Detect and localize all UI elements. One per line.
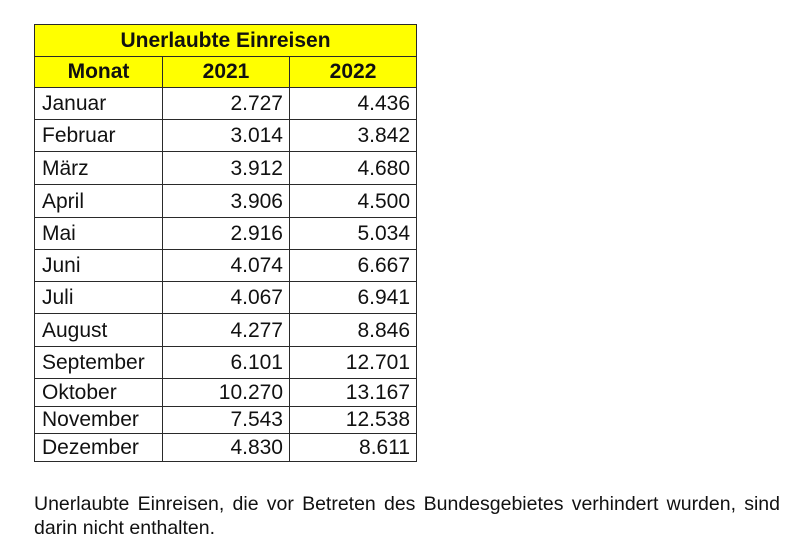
value-2022-cell: 4.680 <box>290 152 417 185</box>
value-2021-cell: 6.101 <box>163 347 290 379</box>
value-2021-cell: 3.906 <box>163 185 290 218</box>
month-cell: Mai <box>35 218 163 250</box>
month-cell: April <box>35 185 163 218</box>
table-row <box>35 218 417 250</box>
month-cell: November <box>35 406 163 434</box>
value-2021-cell: 4.074 <box>163 250 290 282</box>
table-row <box>35 185 417 218</box>
table-row <box>35 314 417 347</box>
table-row <box>35 379 417 407</box>
column-header-month: Monat <box>35 57 163 88</box>
month-cell: Oktober <box>35 379 163 407</box>
month-cell: Juli <box>35 282 163 314</box>
table-row <box>35 120 417 152</box>
value-2021-cell: 4.830 <box>163 434 290 462</box>
table-row <box>35 152 417 185</box>
table-row <box>35 406 417 434</box>
month-cell: August <box>35 314 163 347</box>
table-title-row <box>35 25 417 57</box>
entries-table <box>34 24 417 462</box>
value-2022-cell: 13.167 <box>290 379 417 407</box>
month-cell: März <box>35 152 163 185</box>
value-2022-cell: 12.538 <box>290 406 417 434</box>
value-2021-cell: 3.014 <box>163 120 290 152</box>
value-2022-cell: 6.941 <box>290 282 417 314</box>
month-cell: Januar <box>35 88 163 120</box>
column-header-2021: 2021 <box>163 57 290 88</box>
value-2022-cell: 3.842 <box>290 120 417 152</box>
value-2021-cell: 2.727 <box>163 88 290 120</box>
value-2022-cell: 8.611 <box>290 434 417 462</box>
value-2022-cell: 6.667 <box>290 250 417 282</box>
value-2021-cell: 3.912 <box>163 152 290 185</box>
value-2022-cell: 8.846 <box>290 314 417 347</box>
value-2021-cell: 4.277 <box>163 314 290 347</box>
value-2021-cell: 10.270 <box>163 379 290 407</box>
table-header-row <box>35 57 417 88</box>
table-row <box>35 434 417 462</box>
table-title: Unerlaubte Einreisen <box>35 25 417 57</box>
month-cell: Juni <box>35 250 163 282</box>
month-cell: Februar <box>35 120 163 152</box>
value-2022-cell: 5.034 <box>290 218 417 250</box>
value-2021-cell: 7.543 <box>163 406 290 434</box>
value-2022-cell: 12.701 <box>290 347 417 379</box>
table-row <box>35 282 417 314</box>
value-2022-cell: 4.500 <box>290 185 417 218</box>
table-row <box>35 347 417 379</box>
value-2022-cell: 4.436 <box>290 88 417 120</box>
month-cell: September <box>35 347 163 379</box>
footnote: Unerlaubte Einreisen, die vor Betreten des Bundesgebietes verhindert wurden, sind darin nicht enthalten. <box>34 493 780 539</box>
table-row <box>35 250 417 282</box>
table-row <box>35 88 417 120</box>
column-header-2022: 2022 <box>290 57 417 88</box>
value-2021-cell: 2.916 <box>163 218 290 250</box>
month-cell: Dezember <box>35 434 163 462</box>
value-2021-cell: 4.067 <box>163 282 290 314</box>
